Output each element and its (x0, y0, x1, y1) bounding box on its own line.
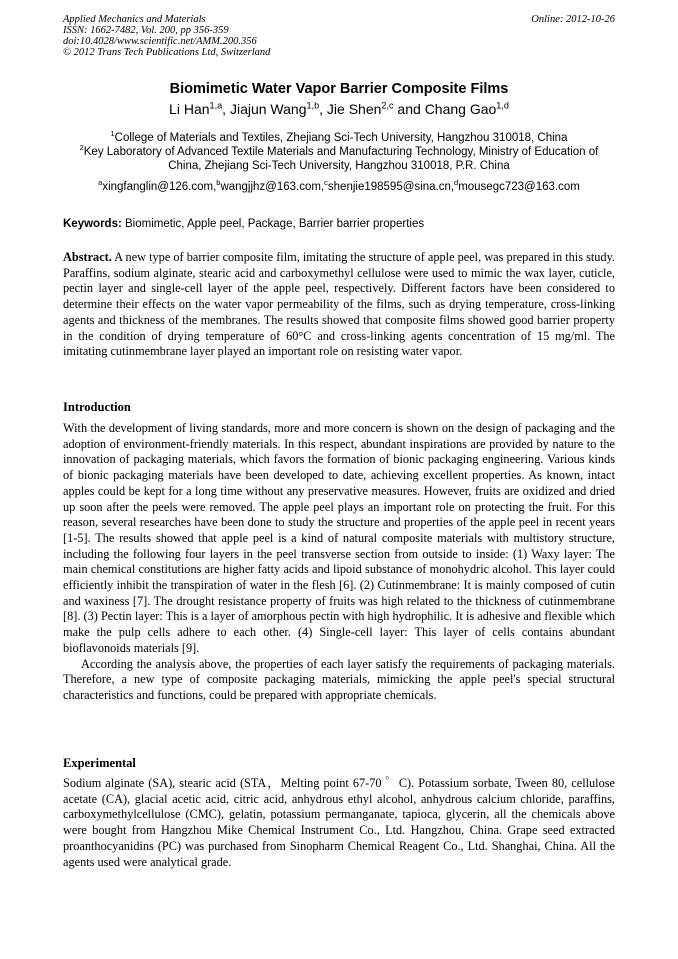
affiliation-text: Key Laboratory of Advanced Textile Materials and Manufacturing Technology, Ministry of Education of China, Zhejiang Sci-Tech University, Hangzhou 310018, P.R. China (83, 146, 599, 172)
author-name: Li Han (169, 101, 210, 117)
author-superscript: 2,c (381, 100, 394, 111)
journal-header (63, 14, 270, 58)
author-name: Chang Gao (424, 101, 497, 117)
email-address[interactable]: mousegc723@163.com (458, 181, 580, 193)
issn-line: ISSN: 1662-7482, Vol. 200, pp 356-359 (63, 25, 229, 36)
email-address[interactable]: shenjie198595@sina.cn, (327, 181, 455, 193)
author-separator: , (319, 101, 327, 117)
email-list (0, 178, 678, 193)
author-superscript: 1,a (209, 100, 223, 111)
introduction-paragraph: With the development of living standards, more and more concern is shown on the design of packaging and the adoption of environment-friendly materials. In this respect, abundant inspirations are provided by nature to the innovation of packaging materials, which favors the formation of bionic packaging engineering. Various kinds of bionic packaging materials have been developed to date, achieving excellent properties. As known, intact apples could be kept for a long time without any preservative measures. However, fruits are oxidized and dried up soon after the peels were removed. The apple peel plays an important role on protecting the fruit. For this reason, several researches have been done to study the structure and properties of the apple peel in recent years [1-5]. The results showed that apple peel is a kind of natural composite materials with multistory structure, including the following four layers in the peel transverse section from outside to inside: (1) Waxy layer: The main chemical constitutions are higher fatty acids and lipoid substance of monohydric alcohol. This layer could efficiently inhibit the transpiration of water in the flesh [6]. (2) Cutinmembrane: It is mainly composed of cutin and waxiness [7]. The drought resistance property of fruits was high related to the thickness of cutinmembrane [8]. (3) Pectin layer: This is a layer of amorphous pectin with high hydrophilic. It is adhesive and flexible which make the pulp cells adhere to each other. (4) Single-cell layer: This layer of cells contains abundant bioflavonoids materials [9]. (63, 421, 615, 655)
abstract-label: Abstract. (63, 250, 112, 264)
journal-name: Applied Mechanics and Materials (63, 14, 206, 25)
section-heading-introduction: Introduction (63, 400, 131, 414)
online-date: Online: 2012-10-26 (531, 14, 615, 25)
email-superscript: c (324, 178, 328, 188)
author-list (0, 101, 678, 117)
experimental-paragraph: Sodium alginate (SA), stearic acid (STA，Melting point 67-70 ゜C). Potassium sorbate, Tween 80, cellulose acetate (CA), glacial acetic acid, citric acid, anhydrous ethyl alcohol, anhydrous calcium chloride, paraffins, carboxymethylcellulose (CMC), gelatin, potassium permanganate, tapioca, glycerin, all the chemicals above were bought from Hangzhou Mike Chemical Instrument Co., Ltd. Hangzhou, China. Grape seed extracted proanthocyanidins (PC) was purchased from Sinopharm Chemical Reagent Co., Ltd. Shanghai, China. All the agents used were analytical grade. (63, 776, 615, 869)
keywords-text: Biomimetic, Apple peel, Package, Barrier barrier properties (121, 218, 425, 230)
keywords (63, 218, 424, 230)
introduction-body (63, 421, 615, 704)
author-superscript: 1,d (496, 100, 509, 111)
email-superscript: b (216, 178, 221, 188)
copyright-line: © 2012 Trans Tech Publications Ltd, Switzerland (63, 47, 271, 58)
paper-title: Biomimetic Water Vapor Barrier Composite Films (169, 81, 509, 97)
affiliation-2 (63, 145, 615, 173)
affiliation-text: College of Materials and Textiles, Zhejiang Sci-Tech University, Hangzhou 310018, China (114, 132, 568, 144)
abstract (63, 250, 615, 360)
author-conjunction: and (393, 101, 425, 117)
doi-line: doi:10.4028/www.scientific.net/AMM.200.356 (63, 36, 257, 47)
abstract-text: A new type of barrier composite film, imitating the structure of apple peel, was prepared in this study. Paraffins, sodium alginate, stearic acid and carboxymethyl cellulose were used to mimic the wax layer, cuticle, pectin layer and single-cell layer of the apple peel, respectively. Different factors have been considered to determine their effects on the water vapor permeability of the films, such as drying temperature, cross-linking agents and thickness of the membranes. The results showed that composite films showed good barrier property in the condition of drying temperature of 60°C and cross-linking agents concentration of 15 mg/ml. The imitating cutinmembrane layer played an important role on resisting water vapor. (63, 250, 615, 359)
affiliation-superscript: 1 (110, 129, 115, 139)
keywords-label: Keywords: (63, 218, 122, 230)
email-superscript: a (98, 178, 103, 188)
experimental-body (63, 776, 615, 870)
author-name: Jie Shen (326, 101, 382, 117)
author-superscript: 1,b (306, 100, 320, 111)
email-address[interactable]: wangjjhz@163.com, (220, 181, 325, 193)
author-name: Jiajun Wang (229, 101, 307, 117)
section-heading-experimental: Experimental (63, 756, 136, 770)
affiliation-superscript: 2 (79, 143, 84, 153)
introduction-paragraph: According the analysis above, the properties of each layer satisfy the requirements of packaging materials. Therefore, a new type of composite packaging materials, mimicking the apple peel's special structural characteristics and functions, could be prepared with appropriate chemicals. (63, 656, 615, 702)
affiliations (63, 131, 615, 173)
email-address[interactable]: xingfanglin@126.com, (102, 181, 217, 193)
affiliation-1 (63, 131, 615, 145)
author-separator: , (222, 101, 230, 117)
email-superscript: d (454, 178, 459, 188)
